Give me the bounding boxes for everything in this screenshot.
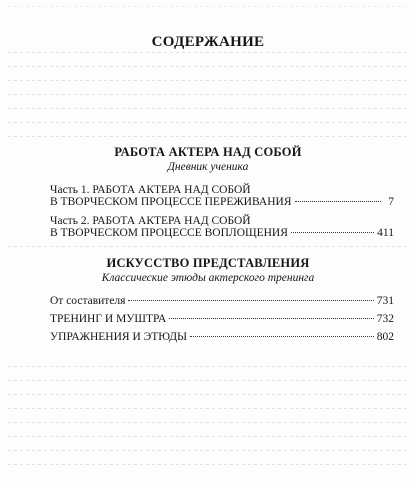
- show-through-line: [8, 80, 408, 81]
- toc-entry-line1: Часть 1. РАБОТА АКТЕРА НАД СОБОЙ: [50, 184, 251, 196]
- page-title: СОДЕРЖАНИЕ: [151, 34, 265, 50]
- dot-leader: [291, 232, 374, 233]
- show-through-line: [8, 464, 408, 465]
- show-through-line: [8, 108, 408, 109]
- show-through-line: [8, 66, 408, 67]
- toc-entry-line2: В ТВОРЧЕСКОМ ПРОЦЕССЕ ПЕРЕЖИВАНИЯ: [50, 196, 292, 208]
- dot-leader: [295, 201, 381, 202]
- toc-entry[interactable]: [50, 331, 394, 343]
- show-through-line: [8, 94, 408, 95]
- show-through-line: [8, 380, 408, 381]
- toc-entry[interactable]: [50, 215, 394, 239]
- toc-page-number: 731: [376, 295, 394, 307]
- show-through-line: [8, 6, 408, 7]
- toc-page-number: 7: [388, 196, 394, 208]
- dot-leader: [128, 300, 373, 301]
- toc-entry-text: УПРАЖНЕНИЯ И ЭТЮДЫ: [50, 331, 188, 343]
- toc-page-number: 411: [377, 227, 394, 239]
- show-through-line: [8, 246, 408, 247]
- section-heading: РАБОТА АКТЕРА НАД СОБОЙ: [114, 145, 302, 159]
- show-through-line: [8, 408, 408, 409]
- toc-entry-line1: Часть 2. РАБОТА АКТЕРА НАД СОБОЙ: [50, 215, 251, 227]
- show-through-line: [8, 436, 408, 437]
- show-through-line: [8, 422, 408, 423]
- toc-page-number: 802: [376, 331, 394, 343]
- section-subtitle: Дневник ученика: [167, 161, 249, 173]
- toc-page-number: 732: [376, 313, 394, 325]
- show-through-line: [8, 394, 408, 395]
- toc-entry[interactable]: [50, 295, 394, 307]
- section-subtitle: Классические этюды актерского тренинга: [101, 272, 315, 284]
- toc-entry-text: От составителя: [50, 295, 126, 307]
- show-through-line: [8, 136, 408, 137]
- dot-leader: [190, 336, 374, 337]
- toc-entry[interactable]: [50, 184, 394, 208]
- toc-entry-line2: В ТВОРЧЕСКОМ ПРОЦЕССЕ ВОПЛОЩЕНИЯ: [50, 227, 288, 239]
- show-through-line: [8, 366, 408, 367]
- show-through-line: [8, 450, 408, 451]
- section-heading: ИСКУССТВО ПРЕДСТАВЛЕНИЯ: [106, 256, 310, 270]
- toc-entry[interactable]: [50, 313, 394, 325]
- show-through-line: [8, 122, 408, 123]
- toc-entry-text: ТРЕНИНГ И МУШТРА: [50, 313, 167, 325]
- show-through-line: [8, 52, 408, 53]
- dot-leader: [169, 318, 373, 319]
